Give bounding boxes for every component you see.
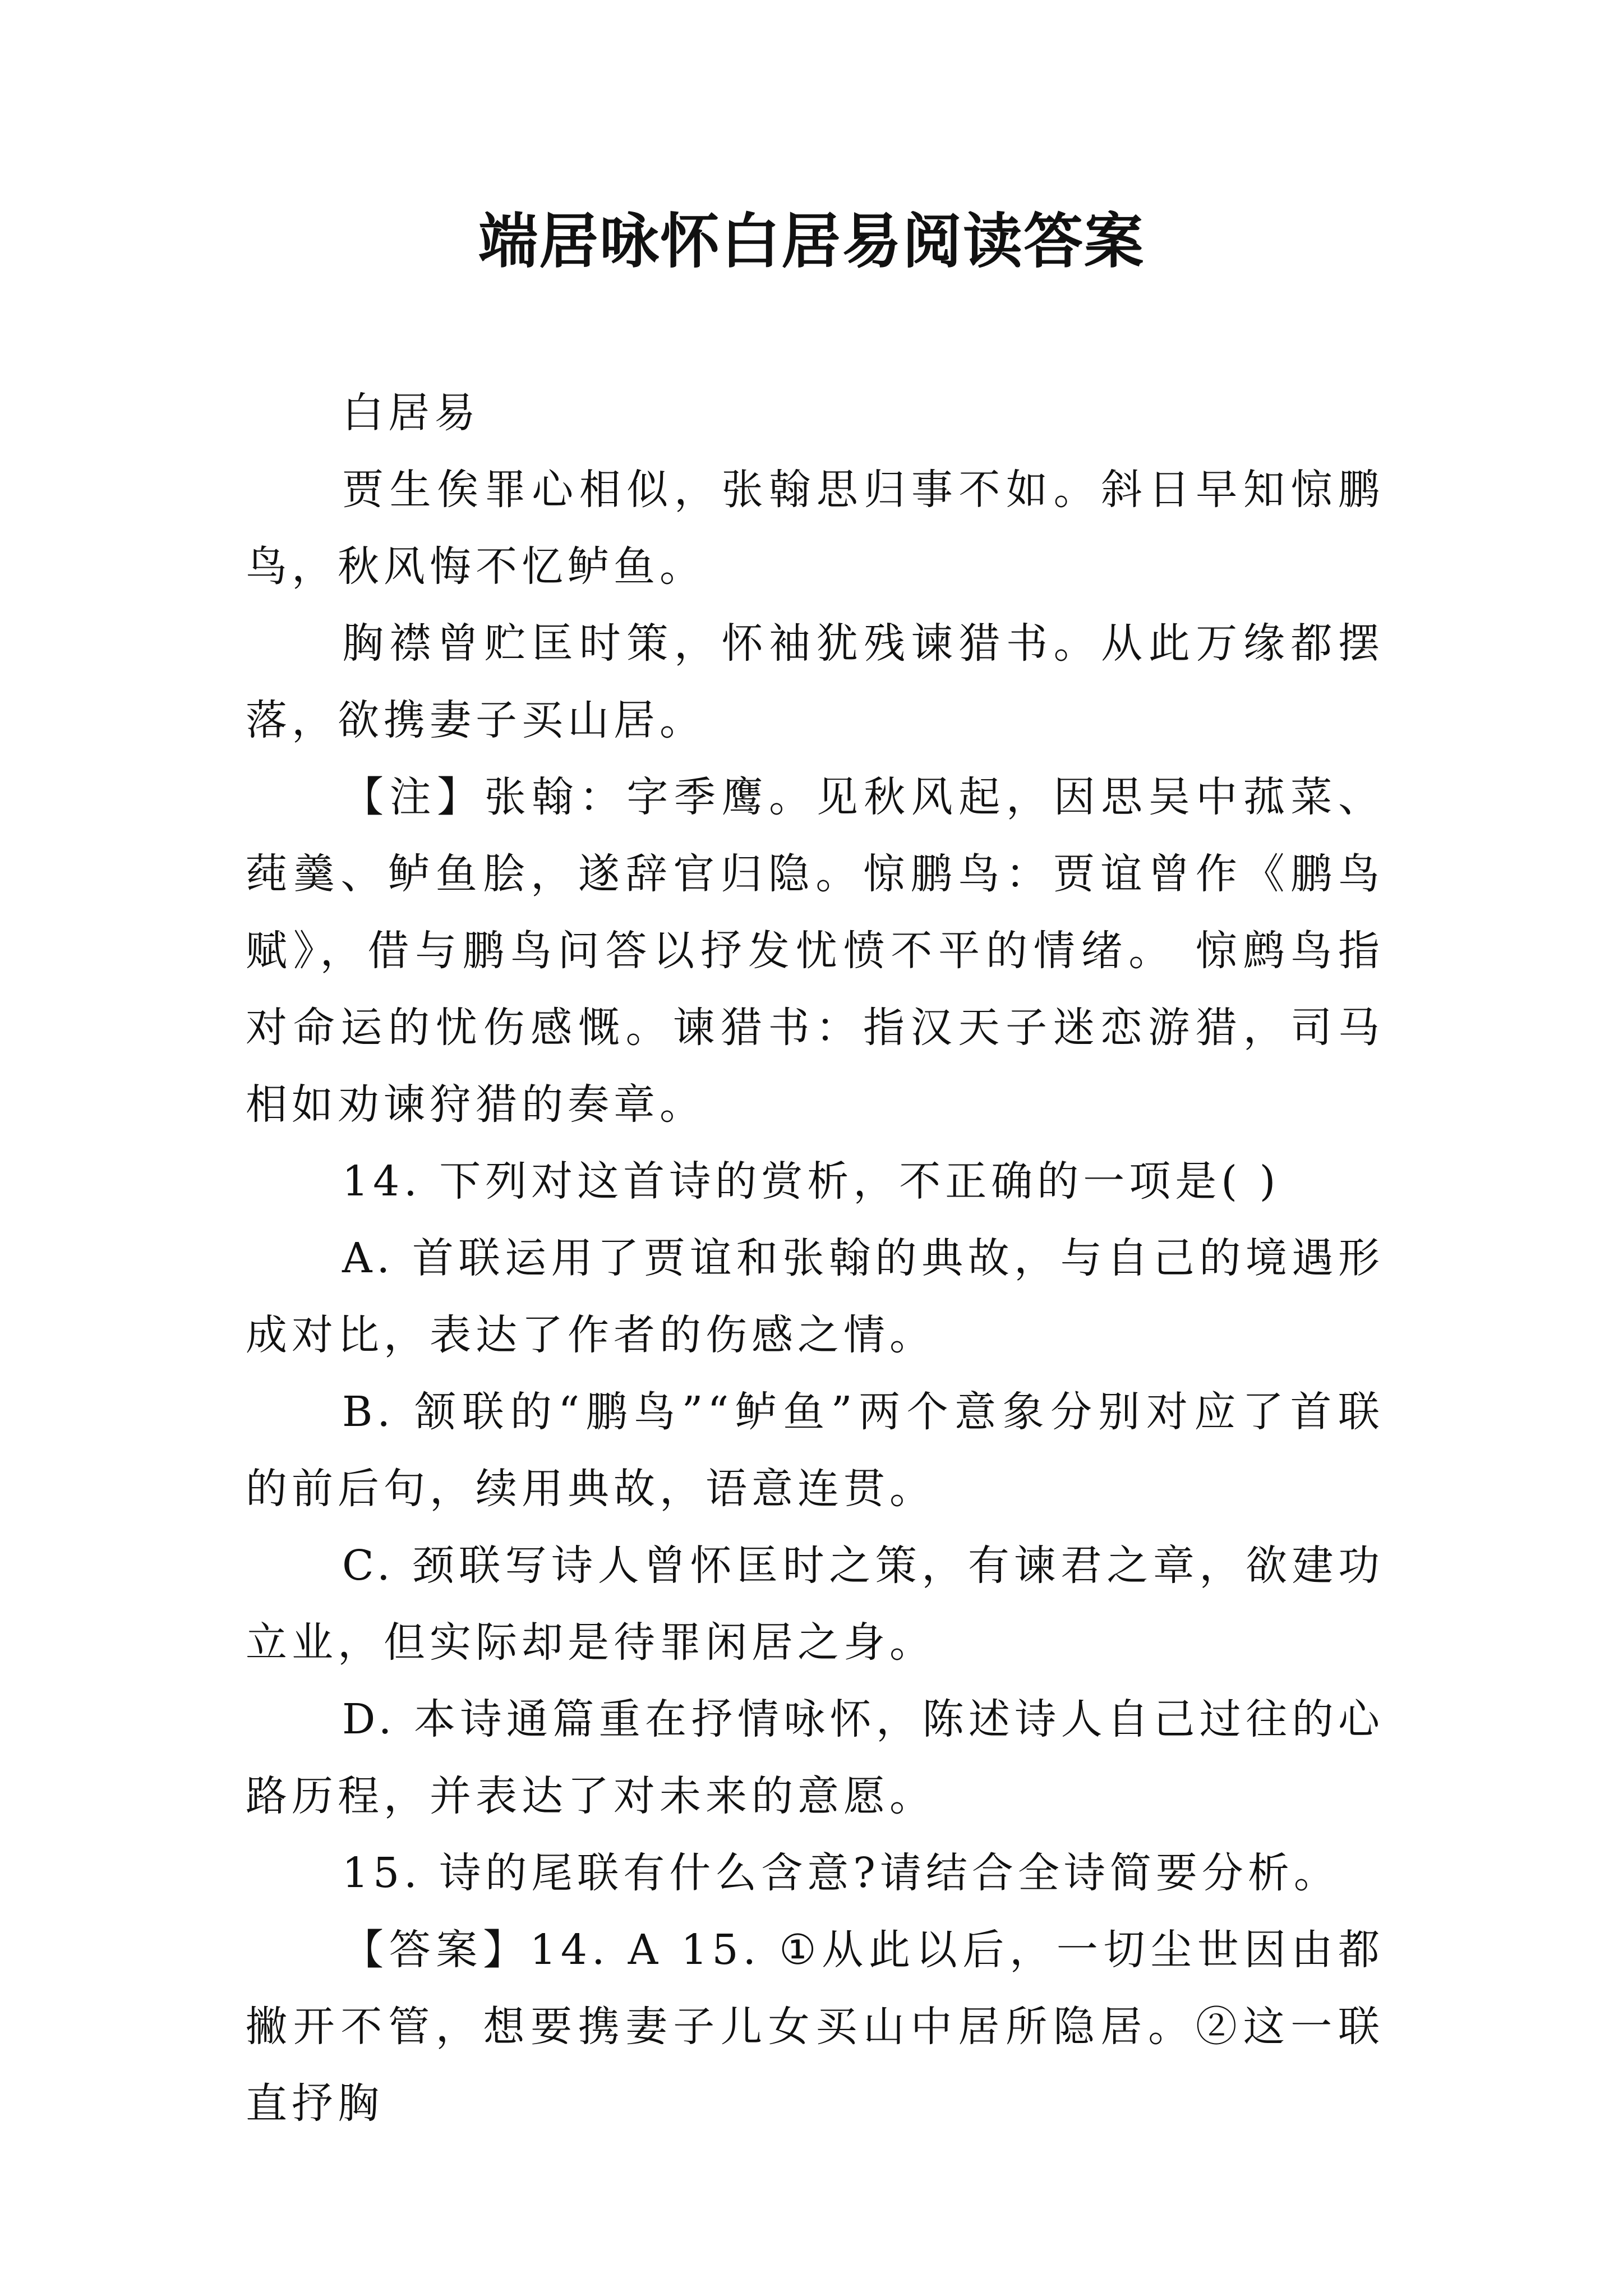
option-a: A. 首联运用了贾谊和张翰的典故，与自己的境遇形成对比，表达了作者的伤感之情。 [246, 1234, 1384, 1359]
option-b: B. 颔联的“鹏鸟”“鲈鱼”两个意象分别对应了首联的前后句，续用典故，语意连贯。 [246, 1388, 1384, 1513]
option-c: C. 颈联写诗人曾怀匡时之策，有谏君之章，欲建功立业，但实际却是待罪闲居之身。 [246, 1542, 1384, 1667]
poem-stanza-2: 胸襟曾贮匡时策，怀袖犹残谏猎书。从此万缘都摆落，欲携妻子买山居。 [246, 619, 1384, 744]
document-title: 端居咏怀白居易阅读答案 [478, 206, 1145, 276]
author-line: 白居易 [342, 389, 480, 437]
question-15: 15. 诗的尾联有什么含意?请结合全诗简要分析。 [342, 1849, 1340, 1897]
document-body [246, 375, 1384, 2142]
option-d: D. 本诗通篇重在抒情咏怀，陈述诗人自己过往的心路历程，并表达了对未来的意愿。 [246, 1695, 1384, 1820]
poem-stanza-1: 贾生俟罪心相似，张翰思归事不如。斜日早知惊鹏鸟，秋风悔不忆鲈鱼。 [246, 466, 1384, 591]
answer-paragraph: 【答案】14. A 15. ①从此以后，一切尘世因由都撇开不管，想要携妻子儿女买山中居所隐居。②这一联直抒胸 [246, 1926, 1384, 2128]
annotation-paragraph: 【注】张翰：字季鹰。见秋风起，因思吴中菰菜、莼羹、鲈鱼脍，遂辞官归隐。惊鹏鸟：贾谊曾作《鹏鸟赋》，借与鹏鸟问答以抒发忧愤不平的情绪。 惊鹧鸟指对命运的忧伤感慨。谏猎书：指汉天子迷恋游猎，司马相如劝谏狩猎的奏章。 [246, 773, 1384, 1129]
question-14: 14. 下列对这首诗的赏析，不正确的一项是( ) [342, 1157, 1280, 1205]
